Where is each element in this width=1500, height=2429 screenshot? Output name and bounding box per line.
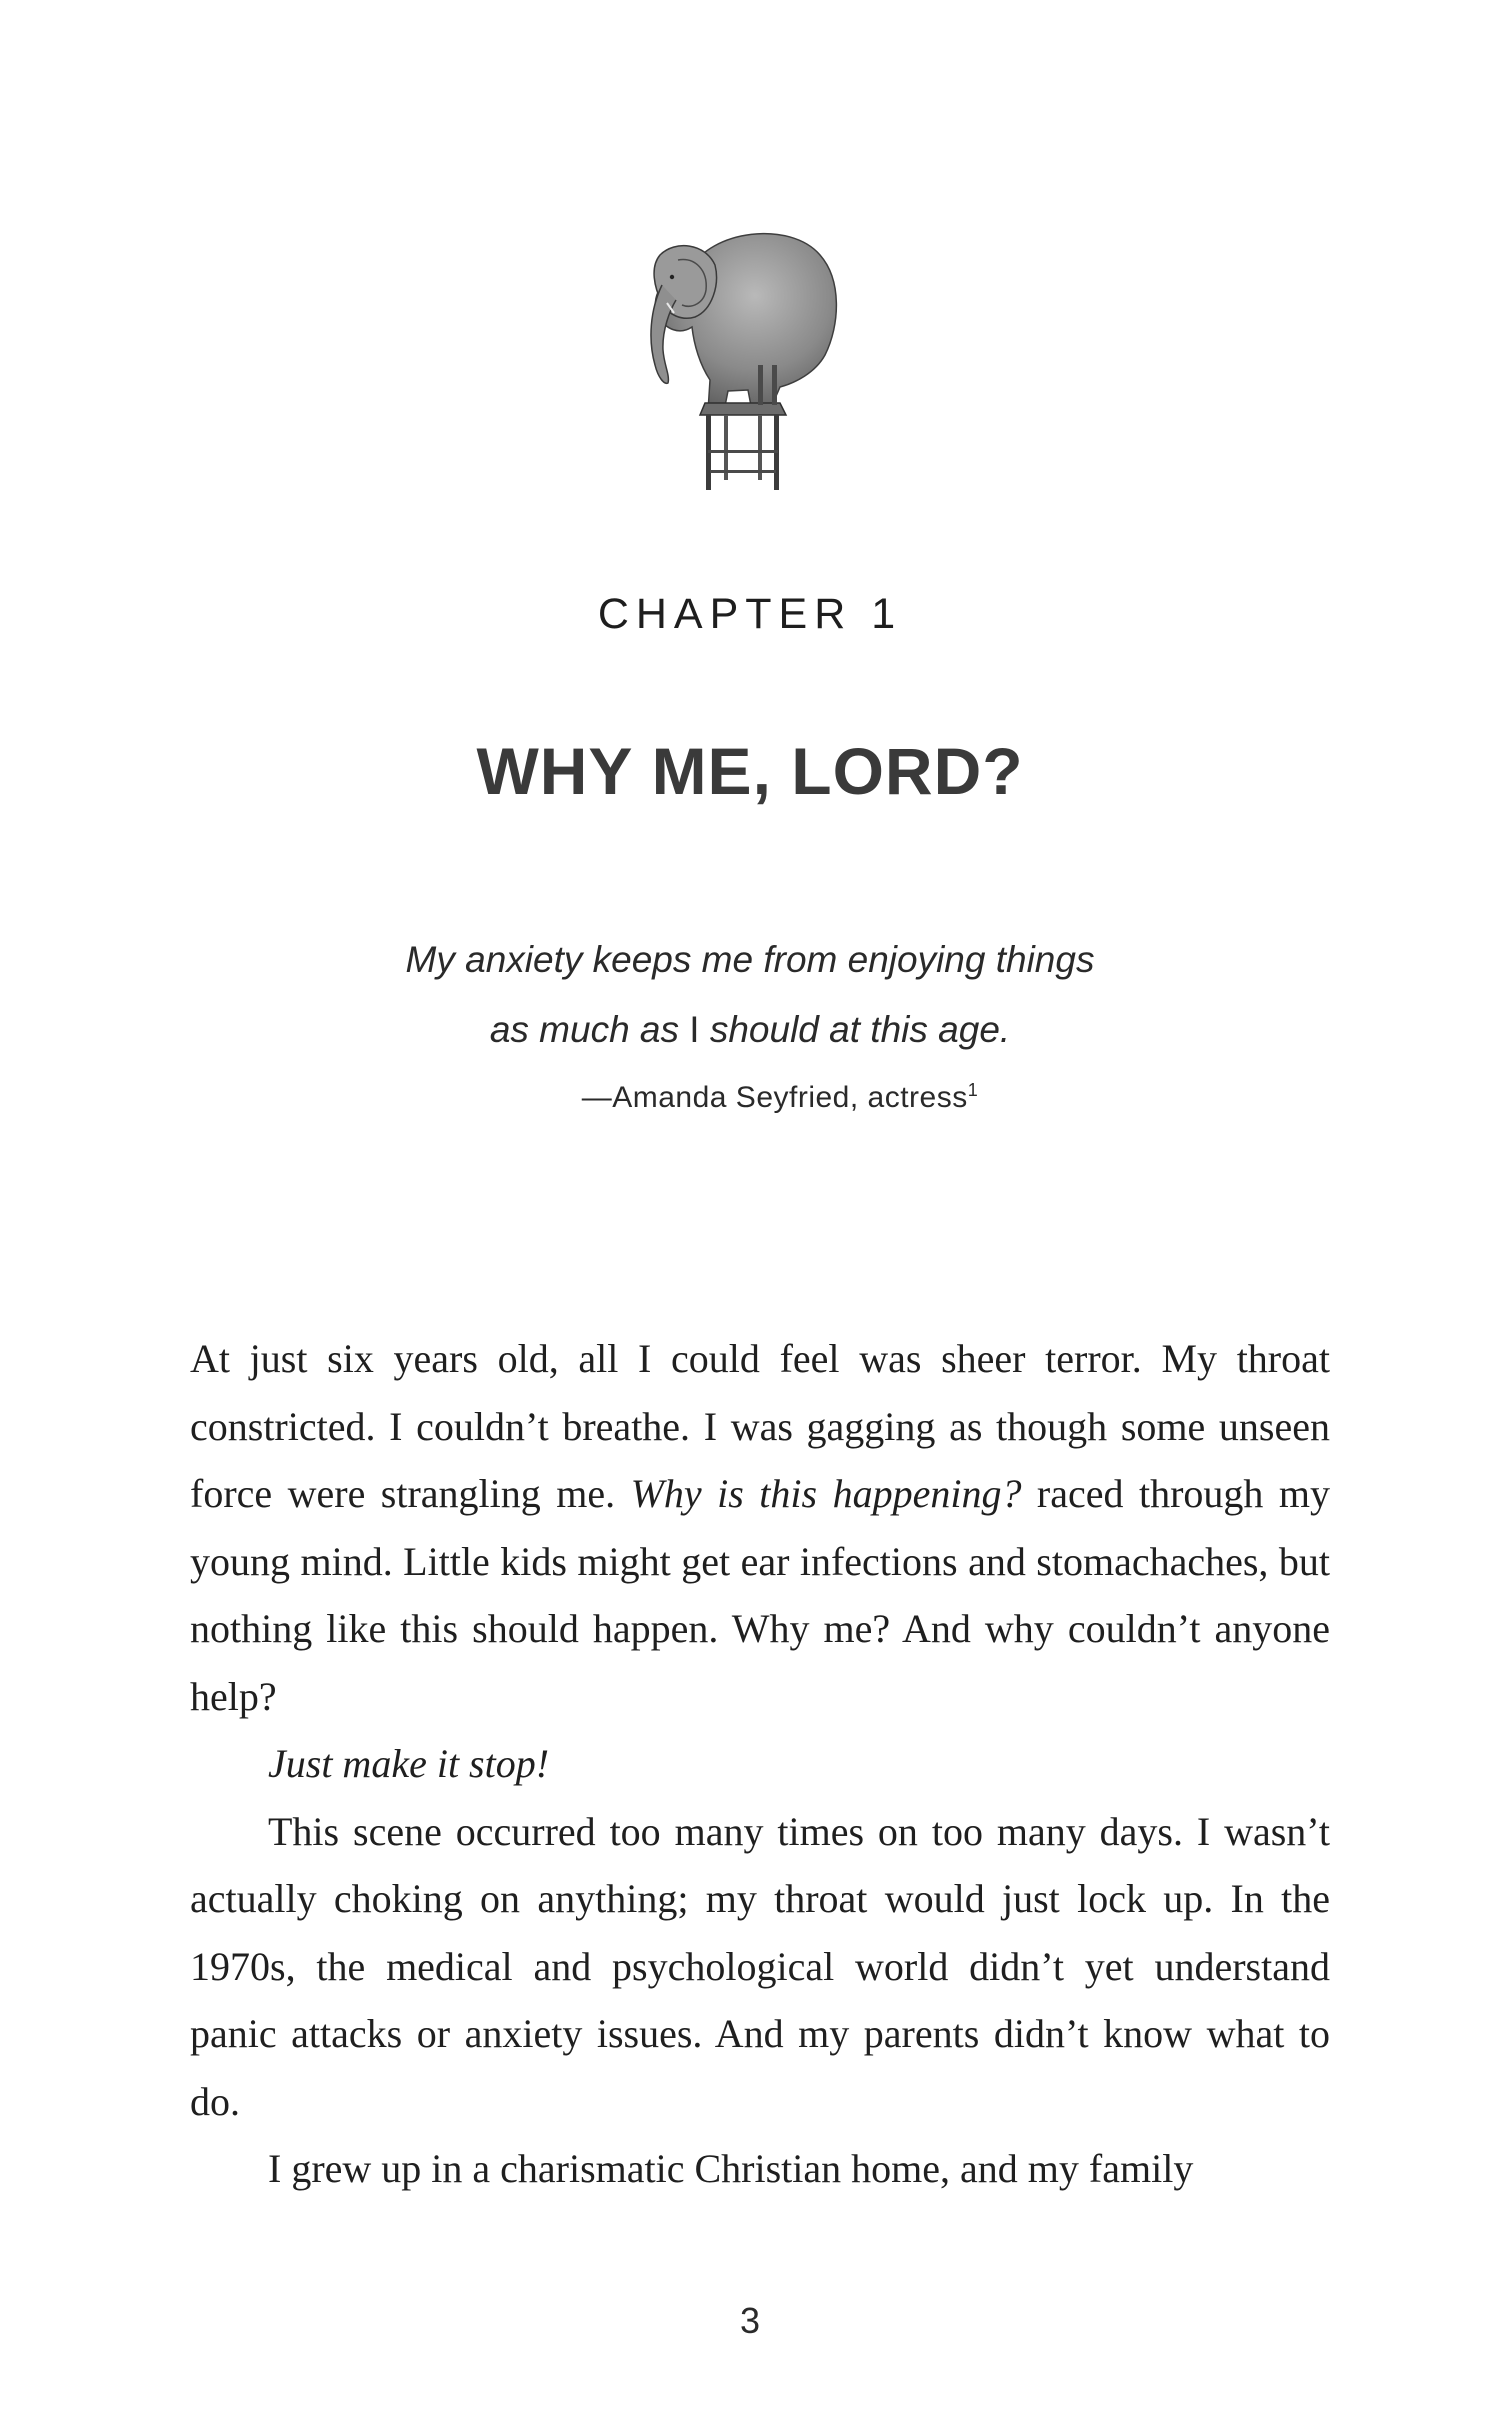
chapter-title: WHY ME, LORD? xyxy=(476,734,1024,808)
paragraph-1 xyxy=(190,1325,1330,1730)
epigraph-line-1: My anxiety keeps me from enjoying things xyxy=(405,939,1095,980)
epigraph-attribution-text: —Amanda Seyfried, actress xyxy=(581,1081,968,1114)
paragraph-2 xyxy=(190,1730,1330,1798)
epigraph-line-2-pronoun: I xyxy=(689,1009,700,1050)
epigraph-line-2-start: as much as xyxy=(489,1009,690,1050)
epigraph xyxy=(0,925,1500,1123)
paragraph-1-end: raced through my young mind. Little kids might get ear infections and stomachaches, but nothing like this should happen. Why me? And why couldn’t anyone help? xyxy=(190,1471,1330,1719)
paragraph-4: I grew up in a charismatic Christian home, and my family xyxy=(268,2146,1194,2191)
epigraph-attribution xyxy=(0,1065,1500,1123)
footnote-marker: 1 xyxy=(967,1080,979,1100)
paragraph-2-italic: Just make it stop! xyxy=(268,1741,550,1786)
epigraph-line-2-end: should at this age. xyxy=(699,1009,1011,1050)
paragraph-1-italic: Why is this happening? xyxy=(630,1471,1022,1516)
elephant-on-chair-icon xyxy=(620,215,850,495)
body-text xyxy=(190,1325,1330,2203)
page-number: 3 xyxy=(739,2300,761,2341)
epigraph-line-2 xyxy=(0,995,1500,1065)
paragraph-1-start: At just six years old, all I could feel was sheer terror. My throat constricted. I couldn’t breathe. I was gagging as though some unseen force were strangling me. xyxy=(190,1336,1330,1516)
chapter-label: CHAPTER 1 xyxy=(597,590,903,638)
paragraph-3: This scene occurred too many times on too many days. I wasn’t actually choking on anything; my throat would just lock up. In the 1970s, the medical and psychological world didn’t yet understand panic attacks or anxiety issues. And my parents didn’t know what to do. xyxy=(190,1808,1330,2124)
